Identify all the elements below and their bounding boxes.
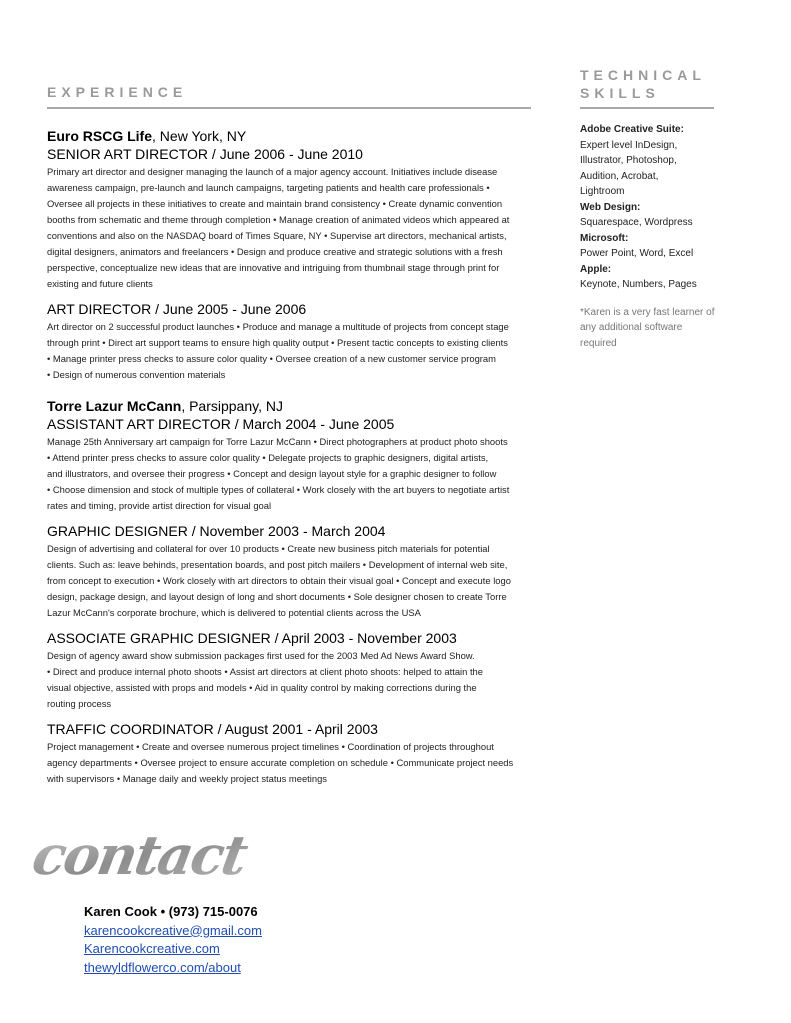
- skill-line: Lightroom: [580, 186, 625, 197]
- description-line: clients. Such as: leave behinds, presentation boards, and post pitch mailers • Development of internal web site,: [47, 559, 508, 570]
- experience-section: [47, 127, 563, 787]
- description-line: rates and timing, provide artist direction for visual goal: [47, 500, 272, 511]
- description-line: • Choose dimension and stock of multiple types of collateral • Work closely with the art buyers to negotiate artist: [47, 484, 510, 495]
- company-location: , New York, NY: [152, 128, 247, 144]
- contact-info: [84, 903, 262, 977]
- company-name: Torre Lazur McCann: [47, 398, 182, 414]
- description-line: Project management • Create and oversee numerous project timelines • Coordination of projects throughout: [47, 741, 494, 752]
- description-line: Primary art director and designer managing the launch of a major agency account. Initiatives include disease: [47, 166, 498, 177]
- skill-line: Keynote, Numbers, Pages: [580, 279, 697, 290]
- description-line: existing and future clients: [47, 278, 153, 289]
- skill-group-microsoft: [580, 231, 740, 262]
- description-line: Lazur McCann's corporate brochure, which is delivered to potential clients across the USA: [47, 607, 421, 618]
- description-line: visual objective, assisted with props and models • Aid in quality control by making corrections during the: [47, 682, 477, 693]
- description-line: perspective, conceptualize new ideas that are innovative and intriguing from thumbnail stage through print for: [47, 262, 500, 273]
- skills-note: [580, 305, 740, 352]
- description-line: • Design of numerous convention materials: [47, 369, 226, 380]
- skill-category: Web Design:: [580, 201, 641, 213]
- description-line: agency departments • Oversee project to ensure accurate completion on schedule • Communicate project needs: [47, 757, 514, 768]
- role-title: ART DIRECTOR / June 2005 - June 2006: [47, 301, 307, 317]
- description-line: Oversee all projects in these initiatives to create and maintain brand consistency • Create dynamic convention: [47, 198, 503, 209]
- skill-category: Microsoft:: [580, 232, 629, 244]
- about-link[interactable]: thewyldflowerco.com/about: [84, 959, 241, 975]
- role-description: [47, 164, 563, 292]
- description-line: Design of advertising and collateral for over 10 products • Create new business pitch materials for potential: [47, 543, 490, 554]
- skill-line: Expert level InDesign,: [580, 139, 678, 151]
- description-line: routing process: [47, 698, 112, 709]
- skill-category: Adobe Creative Suite:: [580, 124, 684, 135]
- skill-group-web: [580, 200, 740, 231]
- description-line: design, package design, and layout design of long and short documents • Sole designer chosen to create Torre: [47, 591, 507, 602]
- website-link[interactable]: Karencookcreative.com: [84, 941, 220, 956]
- role-title: ASSOCIATE GRAPHIC DESIGNER / April 2003 - November 2003: [47, 630, 457, 646]
- description-line: • Manage printer press checks to assure color quality • Oversee creation of a new customer service program: [47, 353, 496, 364]
- description-line: Manage 25th Anniversary art campaign for Torre Lazur McCann • Direct photographers at product photo shoots: [47, 436, 508, 447]
- description-line: with supervisors • Manage daily and weekly project status meetings: [47, 773, 327, 784]
- role-description: [47, 648, 563, 712]
- skill-group-apple: [580, 262, 740, 293]
- skill-category: Apple:: [580, 263, 612, 275]
- experience-divider: [47, 107, 531, 109]
- role-title: TRAFFIC COORDINATOR / August 2001 - April 2003: [47, 721, 378, 737]
- role-title: SENIOR ART DIRECTOR / June 2006 - June 2010: [47, 146, 363, 162]
- description-line: digital designers, animators and freelancers • Design and produce creative and strategic solutions with a fresh: [47, 246, 503, 257]
- skills-heading-line1: TECHNICAL: [580, 67, 706, 83]
- skill-group-adobe: [580, 122, 740, 200]
- description-line: and illustrators, and oversee their progress • Concept and design layout style for a graphic designer to follow: [47, 468, 497, 479]
- description-line: awareness campaign, pre-launch and launch campaigns, targeting patients and health care professionals •: [47, 182, 490, 193]
- description-line: through print • Direct art support teams to ensure high quality output • Present tactic concepts to existing clients: [47, 337, 508, 348]
- role-title: GRAPHIC DESIGNER / November 2003 - March 2004: [47, 523, 386, 539]
- description-line: • Direct and produce internal photo shoots • Assist art directors at client photo shoots: helped to attain the: [47, 666, 483, 677]
- skills-heading-line2: SKILLS: [580, 85, 660, 101]
- company-euro-rscg: [47, 127, 563, 145]
- role-title: ASSISTANT ART DIRECTOR / March 2004 - June 2005: [47, 416, 395, 432]
- skill-line: Power Point, Word, Excel: [580, 248, 694, 259]
- skills-divider: [580, 107, 714, 109]
- contact-script-graphic: [27, 818, 251, 890]
- experience-heading: EXPERIENCE: [47, 84, 188, 100]
- role-description: [47, 319, 563, 383]
- description-line: from concept to execution • Work closely with art directors to obtain their visual goal • Concept and execute logo: [47, 575, 511, 586]
- role-description: [47, 434, 563, 514]
- role-description: [47, 739, 563, 787]
- company-name: Euro RSCG Life: [47, 128, 153, 144]
- skills-note-line: any additional software: [580, 322, 683, 333]
- contact-name-phone: Karen Cook • (973) 715-0076: [84, 904, 258, 919]
- skill-line: Illustrator, Photoshop,: [580, 155, 677, 166]
- skill-line: Audition, Acrobat,: [580, 170, 659, 182]
- description-line: conventions and also on the NASDAQ board of Times Square, NY • Supervise art directors, mechanical artists,: [47, 230, 507, 241]
- role-description: [47, 541, 563, 621]
- skills-list: [580, 122, 740, 351]
- description-line: Design of agency award show submission packages first used for the 2003 Med Ad News Award Show.: [47, 650, 475, 661]
- description-line: Art director on 2 successful product launches • Produce and manage a multitude of projects from concept stage: [47, 321, 509, 332]
- skills-note-line: required: [580, 337, 617, 349]
- description-line: booths from schematic and theme through completion • Manage creation of animated videos which appeared at: [47, 214, 510, 225]
- company-torre-lazur: [47, 397, 563, 415]
- contact-script-text: contact: [27, 823, 251, 887]
- skill-line: Squarespace, Wordpress: [580, 217, 693, 228]
- description-line: • Attend printer press checks to assure color quality • Delegate projects to graphic designers, digital artists,: [47, 452, 489, 463]
- company-location: , Parsippany, NJ: [181, 398, 283, 414]
- skills-heading: [580, 66, 770, 102]
- skills-note-line: *Karen is a very fast learner of: [580, 306, 715, 318]
- email-link[interactable]: karencookcreative@gmail.com: [84, 922, 262, 938]
